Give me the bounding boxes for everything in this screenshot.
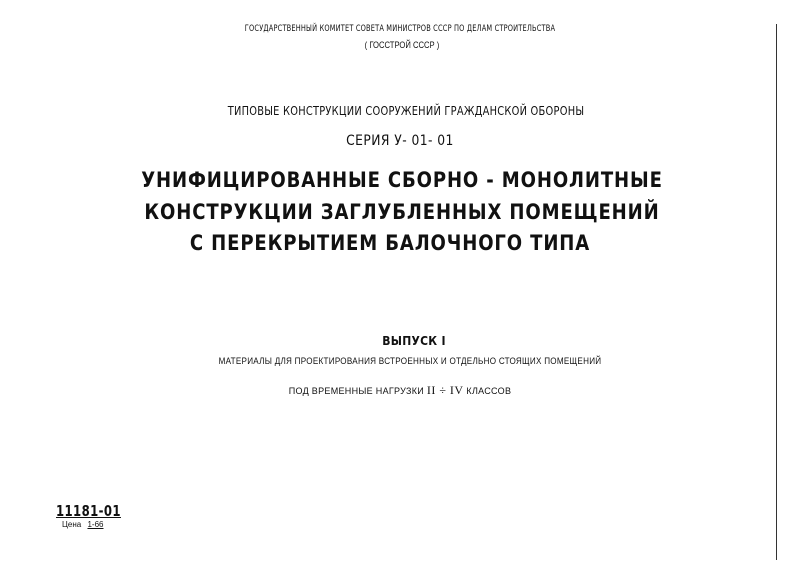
issue-description-line-1: МАТЕРИАЛЫ ДЛЯ ПРОЕКТИРОВАНИЯ ВСТРОЕННЫХ И ОТДЕЛЬНО СТОЯЩИХ ПОМЕЩЕНИЙ — [218, 356, 602, 366]
agency-title: ГОСУДАРСТВЕННЫЙ КОМИТЕТ СОВЕТА МИНИСТРОВ СССР ПО ДЕЛАМ СТРОИТЕЛЬСТВА — [244, 24, 556, 34]
price-stamp — [62, 520, 103, 529]
price-label: Цена — [62, 520, 82, 529]
load-classes-range: II ÷ IV — [426, 383, 464, 397]
series-title: ТИПОВЫЕ КОНСТРУКЦИИ СООРУЖЕНИЙ ГРАЖДАНСКОЙ ОБОРОНЫ — [227, 104, 585, 118]
load-description: ПОД ВРЕМЕННЫЕ НАГРУЗКИ — [288, 386, 425, 396]
main-title-line-1: УНИФИЦИРОВАННЫЕ СБОРНО - МОНОЛИТНЫЕ — [141, 168, 663, 192]
right-border-line — [776, 24, 777, 560]
classes-word: КЛАССОВ — [466, 386, 512, 396]
main-title-line-3: С ПЕРЕКРЫТИЕМ БАЛОЧНОГО ТИПА — [189, 231, 591, 255]
document-number: 11181-01 — [56, 502, 121, 520]
agency-abbreviation: ( ГОССТРОЙ СССР ) — [364, 40, 440, 50]
issue-description-line-2 — [0, 383, 800, 398]
price-value: 1-66 — [87, 520, 104, 529]
series-code: СЕРИЯ У- 01- 01 — [346, 133, 454, 149]
main-title-line-2: КОНСТРУКЦИИ ЗАГЛУБЛЕННЫХ ПОМЕЩЕНИЙ — [144, 200, 660, 224]
issue-label: ВЫПУСК I — [382, 334, 446, 348]
